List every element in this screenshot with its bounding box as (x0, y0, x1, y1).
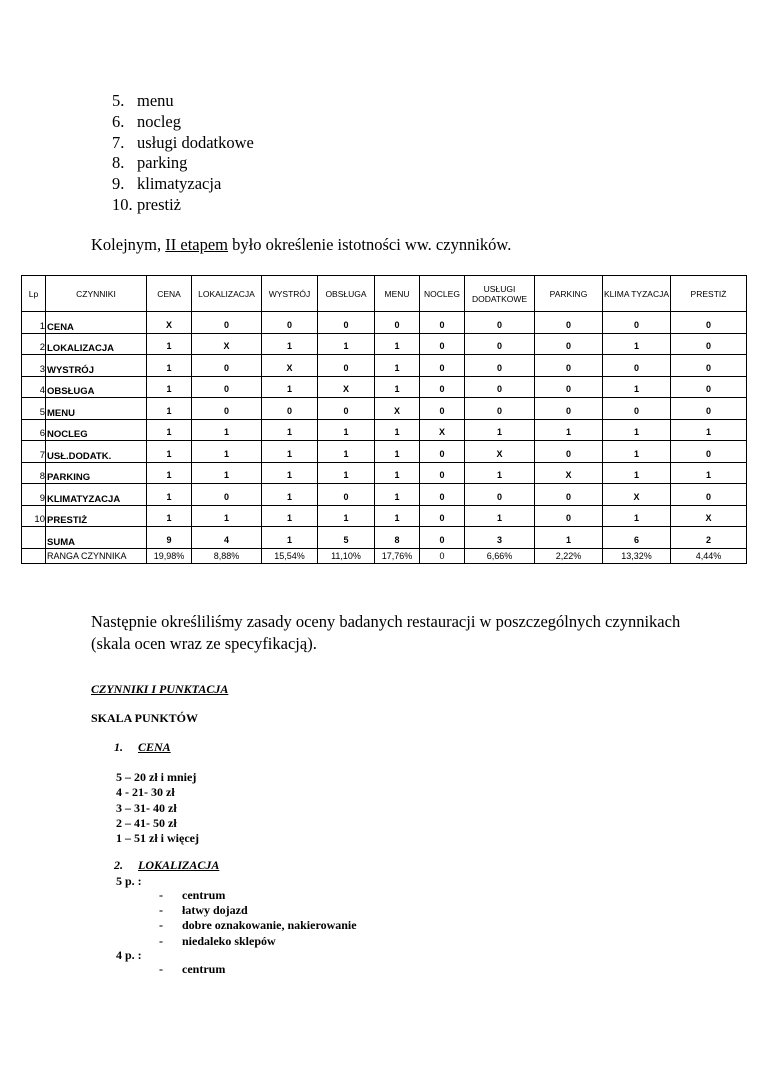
points-5-list (159, 888, 357, 949)
table-cell: 0 (603, 312, 671, 334)
table-row (22, 484, 747, 506)
table-cell: 0 (420, 376, 465, 398)
table-cell: 0 (192, 484, 262, 506)
intro-paragraph: Kolejnym, II etapem było określenie istotności ww. czynników. (91, 235, 512, 254)
list-item: - niedaleko sklepów (159, 933, 276, 948)
table-cell: 13,32% (603, 548, 671, 563)
table-cell: 6 (603, 527, 671, 549)
list-item: 8. parking (112, 153, 188, 173)
table-cell: 0 (420, 398, 465, 420)
table-cell: 1 (535, 527, 603, 549)
table-cell: 1 (375, 355, 420, 377)
table-row (22, 376, 747, 398)
table-cell: X (318, 376, 375, 398)
table-cell: 0 (535, 333, 603, 355)
list-item: 6. nocleg (112, 111, 181, 131)
table-cell: 0 (603, 398, 671, 420)
table-cell: 1 (147, 355, 192, 377)
next-paragraph: Następnie określiliśmy zasady oceny badanych restauracji w poszczególnych czynnikach (skala ocen wraz ze specyfikacją). (91, 612, 681, 653)
column-header: MENU (375, 276, 420, 312)
table-cell: 11,10% (318, 548, 375, 563)
table-cell: 1 (375, 441, 420, 463)
table-cell: 1 (465, 462, 535, 484)
table-cell: 1 (192, 505, 262, 527)
table-cell: 17,76% (375, 548, 420, 563)
table-cell: 1 (147, 398, 192, 420)
table-cell: 0 (420, 505, 465, 527)
list-item: 7. usługi dodatkowe (112, 132, 254, 152)
table-row (22, 505, 747, 527)
row-number: 10 (22, 505, 46, 527)
table-cell: 2 (671, 527, 747, 549)
table-cell: 0 (420, 355, 465, 377)
table-cell: 0 (671, 398, 747, 420)
row-number: 2 (22, 333, 46, 355)
table-cell: X (420, 419, 465, 441)
table-cell: 1 (671, 462, 747, 484)
table-cell: 1 (603, 505, 671, 527)
table-cell: 0 (535, 484, 603, 506)
table-cell: 1 (262, 505, 318, 527)
points-5-label: 5 p. : (116, 874, 142, 888)
list-item: 3 – 31- 40 zł (116, 800, 177, 815)
column-header: Lp (22, 276, 46, 312)
table-cell: 1 (262, 484, 318, 506)
table-cell: 1 (603, 376, 671, 398)
table-cell: 1 (375, 376, 420, 398)
table-cell: 2,22% (535, 548, 603, 563)
intro-underlined: II etapem (165, 235, 229, 254)
table-cell: 1 (147, 333, 192, 355)
row-number: 7 (22, 441, 46, 463)
row-number: 9 (22, 484, 46, 506)
table-cell: 15,54% (262, 548, 318, 563)
table-cell: 0 (318, 312, 375, 334)
table-cell: 1 (147, 419, 192, 441)
table-row (22, 527, 747, 549)
table-cell: 1 (671, 419, 747, 441)
table-cell: 1 (192, 441, 262, 463)
table-row (22, 312, 747, 334)
row-number: 5 (22, 398, 46, 420)
table-cell: X (262, 355, 318, 377)
table-cell: 0 (465, 312, 535, 334)
table-cell: X (375, 398, 420, 420)
row-number: 3 (22, 355, 46, 377)
list-item: 4 - 21- 30 zł (116, 785, 175, 800)
column-header: KLIMA TYZACJA (603, 276, 671, 312)
table-cell: 0 (375, 312, 420, 334)
table-cell: 1 (375, 505, 420, 527)
table-cell: 0 (671, 441, 747, 463)
table-row (22, 333, 747, 355)
table-cell: 4,44% (671, 548, 747, 563)
table-cell: 0 (318, 398, 375, 420)
table-cell: 1 (318, 505, 375, 527)
row-number: 4 (22, 376, 46, 398)
section-heading: CZYNNIKI I PUNKTACJA (91, 682, 229, 696)
table-cell: 0 (671, 333, 747, 355)
list-item: 10. prestiż (112, 194, 181, 214)
table-cell: 1 (603, 462, 671, 484)
table-cell: 0 (535, 441, 603, 463)
table-cell: 0 (420, 548, 465, 563)
table-cell: X (603, 484, 671, 506)
table-cell: 1 (262, 333, 318, 355)
column-header: OBSŁUGA (318, 276, 375, 312)
table-cell: 1 (262, 376, 318, 398)
table-cell: 1 (262, 462, 318, 484)
row-number (22, 527, 46, 549)
table-cell: 0 (192, 312, 262, 334)
table-cell: 0 (318, 355, 375, 377)
table-header-row (22, 276, 747, 312)
table-cell: 1 (375, 484, 420, 506)
lokalizacja-heading: 2. LOKALIZACJA (114, 858, 220, 872)
factor-name: RANGA CZYNNIKA (46, 548, 147, 563)
row-number (22, 548, 46, 563)
table-cell: 0 (465, 333, 535, 355)
table-cell: 1 (318, 419, 375, 441)
factor-name: NOCLEG (46, 419, 147, 441)
factor-importance-table (21, 275, 747, 564)
table-cell: X (535, 462, 603, 484)
list-item: 9. klimatyzacja (112, 174, 222, 194)
table-cell: 1 (147, 441, 192, 463)
points-4-label: 4 p. : (116, 948, 142, 962)
table-cell: 1 (147, 462, 192, 484)
table-row (22, 462, 747, 484)
table-cell: 0 (420, 462, 465, 484)
table-cell: 0 (535, 355, 603, 377)
table-cell: 1 (465, 505, 535, 527)
factor-list (112, 91, 254, 216)
table-cell: 0 (671, 484, 747, 506)
table-cell: 1 (192, 462, 262, 484)
table-cell: 1 (603, 333, 671, 355)
column-header: USŁUGI DODATKOWE (465, 276, 535, 312)
list-item: 2 – 41- 50 zł (116, 815, 177, 830)
table-cell: X (465, 441, 535, 463)
table-cell: 0 (192, 355, 262, 377)
factor-name: USŁ.DODATK. (46, 441, 147, 463)
table-row (22, 419, 747, 441)
table-cell: 1 (603, 419, 671, 441)
table-cell: 0 (192, 376, 262, 398)
table-cell: 0 (671, 355, 747, 377)
column-header: CZYNNIKI (46, 276, 147, 312)
list-item: - centrum (159, 888, 226, 902)
table-cell: X (192, 333, 262, 355)
row-number: 1 (22, 312, 46, 334)
table-row (22, 355, 747, 377)
table-cell: 1 (465, 419, 535, 441)
factor-name: SUMA (46, 527, 147, 549)
table-cell: 0 (535, 376, 603, 398)
table-cell: 0 (535, 398, 603, 420)
column-header: CENA (147, 276, 192, 312)
table-cell: 0 (465, 398, 535, 420)
table-cell: 1 (147, 484, 192, 506)
table-cell: 0 (535, 312, 603, 334)
list-item: - dobre oznakowanie, nakierowanie (159, 918, 357, 933)
table-cell: 0 (420, 333, 465, 355)
table-cell: 1 (375, 333, 420, 355)
factor-name: LOKALIZACJA (46, 333, 147, 355)
table-cell: 6,66% (465, 548, 535, 563)
table-cell: 4 (192, 527, 262, 549)
table-cell: 0 (603, 355, 671, 377)
table-cell: 0 (318, 484, 375, 506)
table-cell: 0 (420, 484, 465, 506)
table-cell: X (671, 505, 747, 527)
table-cell: 19,98% (147, 548, 192, 563)
table-cell: 9 (147, 527, 192, 549)
table-cell: 0 (465, 484, 535, 506)
table-cell: 1 (318, 333, 375, 355)
list-item: 1 – 51 zł i więcej (116, 831, 199, 846)
table-cell: 8 (375, 527, 420, 549)
table-cell: 1 (262, 441, 318, 463)
cena-heading: 1. CENA (114, 740, 171, 754)
scale-heading: SKALA PUNKTÓW (91, 711, 199, 725)
list-item: 5. menu (112, 91, 174, 110)
factor-name: CENA (46, 312, 147, 334)
table-cell: 0 (535, 505, 603, 527)
cena-scale-list (116, 770, 199, 846)
factor-name: OBSŁUGA (46, 376, 147, 398)
table-cell: 0 (192, 398, 262, 420)
table-cell: 1 (535, 419, 603, 441)
table-row (22, 548, 747, 563)
factor-name: WYSTRÓJ (46, 355, 147, 377)
column-header: PARKING (535, 276, 603, 312)
factor-name: MENU (46, 398, 147, 420)
list-item: 5 – 20 zł i mniej (116, 770, 197, 784)
table-cell: 0 (420, 527, 465, 549)
row-number: 6 (22, 419, 46, 441)
table-cell: 0 (465, 376, 535, 398)
table-cell: 1 (147, 505, 192, 527)
table-cell: X (147, 312, 192, 334)
table-cell: 1 (262, 419, 318, 441)
table-cell: 5 (318, 527, 375, 549)
table-cell: 1 (192, 419, 262, 441)
factor-name: PRESTIŻ (46, 505, 147, 527)
table-cell: 1 (318, 441, 375, 463)
table-cell: 1 (147, 376, 192, 398)
table-row (22, 398, 747, 420)
table-row (22, 441, 747, 463)
table-cell: 1 (375, 419, 420, 441)
factor-name: KLIMATYZACJA (46, 484, 147, 506)
table-cell: 1 (603, 441, 671, 463)
column-header: PRESTIŻ (671, 276, 747, 312)
list-item: - łatwy dojazd (159, 903, 248, 918)
table-cell: 1 (375, 462, 420, 484)
table-cell: 1 (318, 462, 375, 484)
table-cell: 1 (262, 527, 318, 549)
column-header: NOCLEG (420, 276, 465, 312)
column-header: LOKALIZACJA (192, 276, 262, 312)
table-cell: 0 (262, 312, 318, 334)
table-cell: 0 (420, 441, 465, 463)
table-cell: 0 (671, 376, 747, 398)
row-number: 8 (22, 462, 46, 484)
table-cell: 0 (420, 312, 465, 334)
table-cell: 8,88% (192, 548, 262, 563)
factor-name: PARKING (46, 462, 147, 484)
table-cell: 0 (671, 312, 747, 334)
column-header: WYSTRÓJ (262, 276, 318, 312)
table-cell: 0 (465, 355, 535, 377)
list-item: - centrum (159, 962, 226, 976)
table-cell: 0 (262, 398, 318, 420)
points-4-list (159, 962, 225, 977)
table-cell: 3 (465, 527, 535, 549)
